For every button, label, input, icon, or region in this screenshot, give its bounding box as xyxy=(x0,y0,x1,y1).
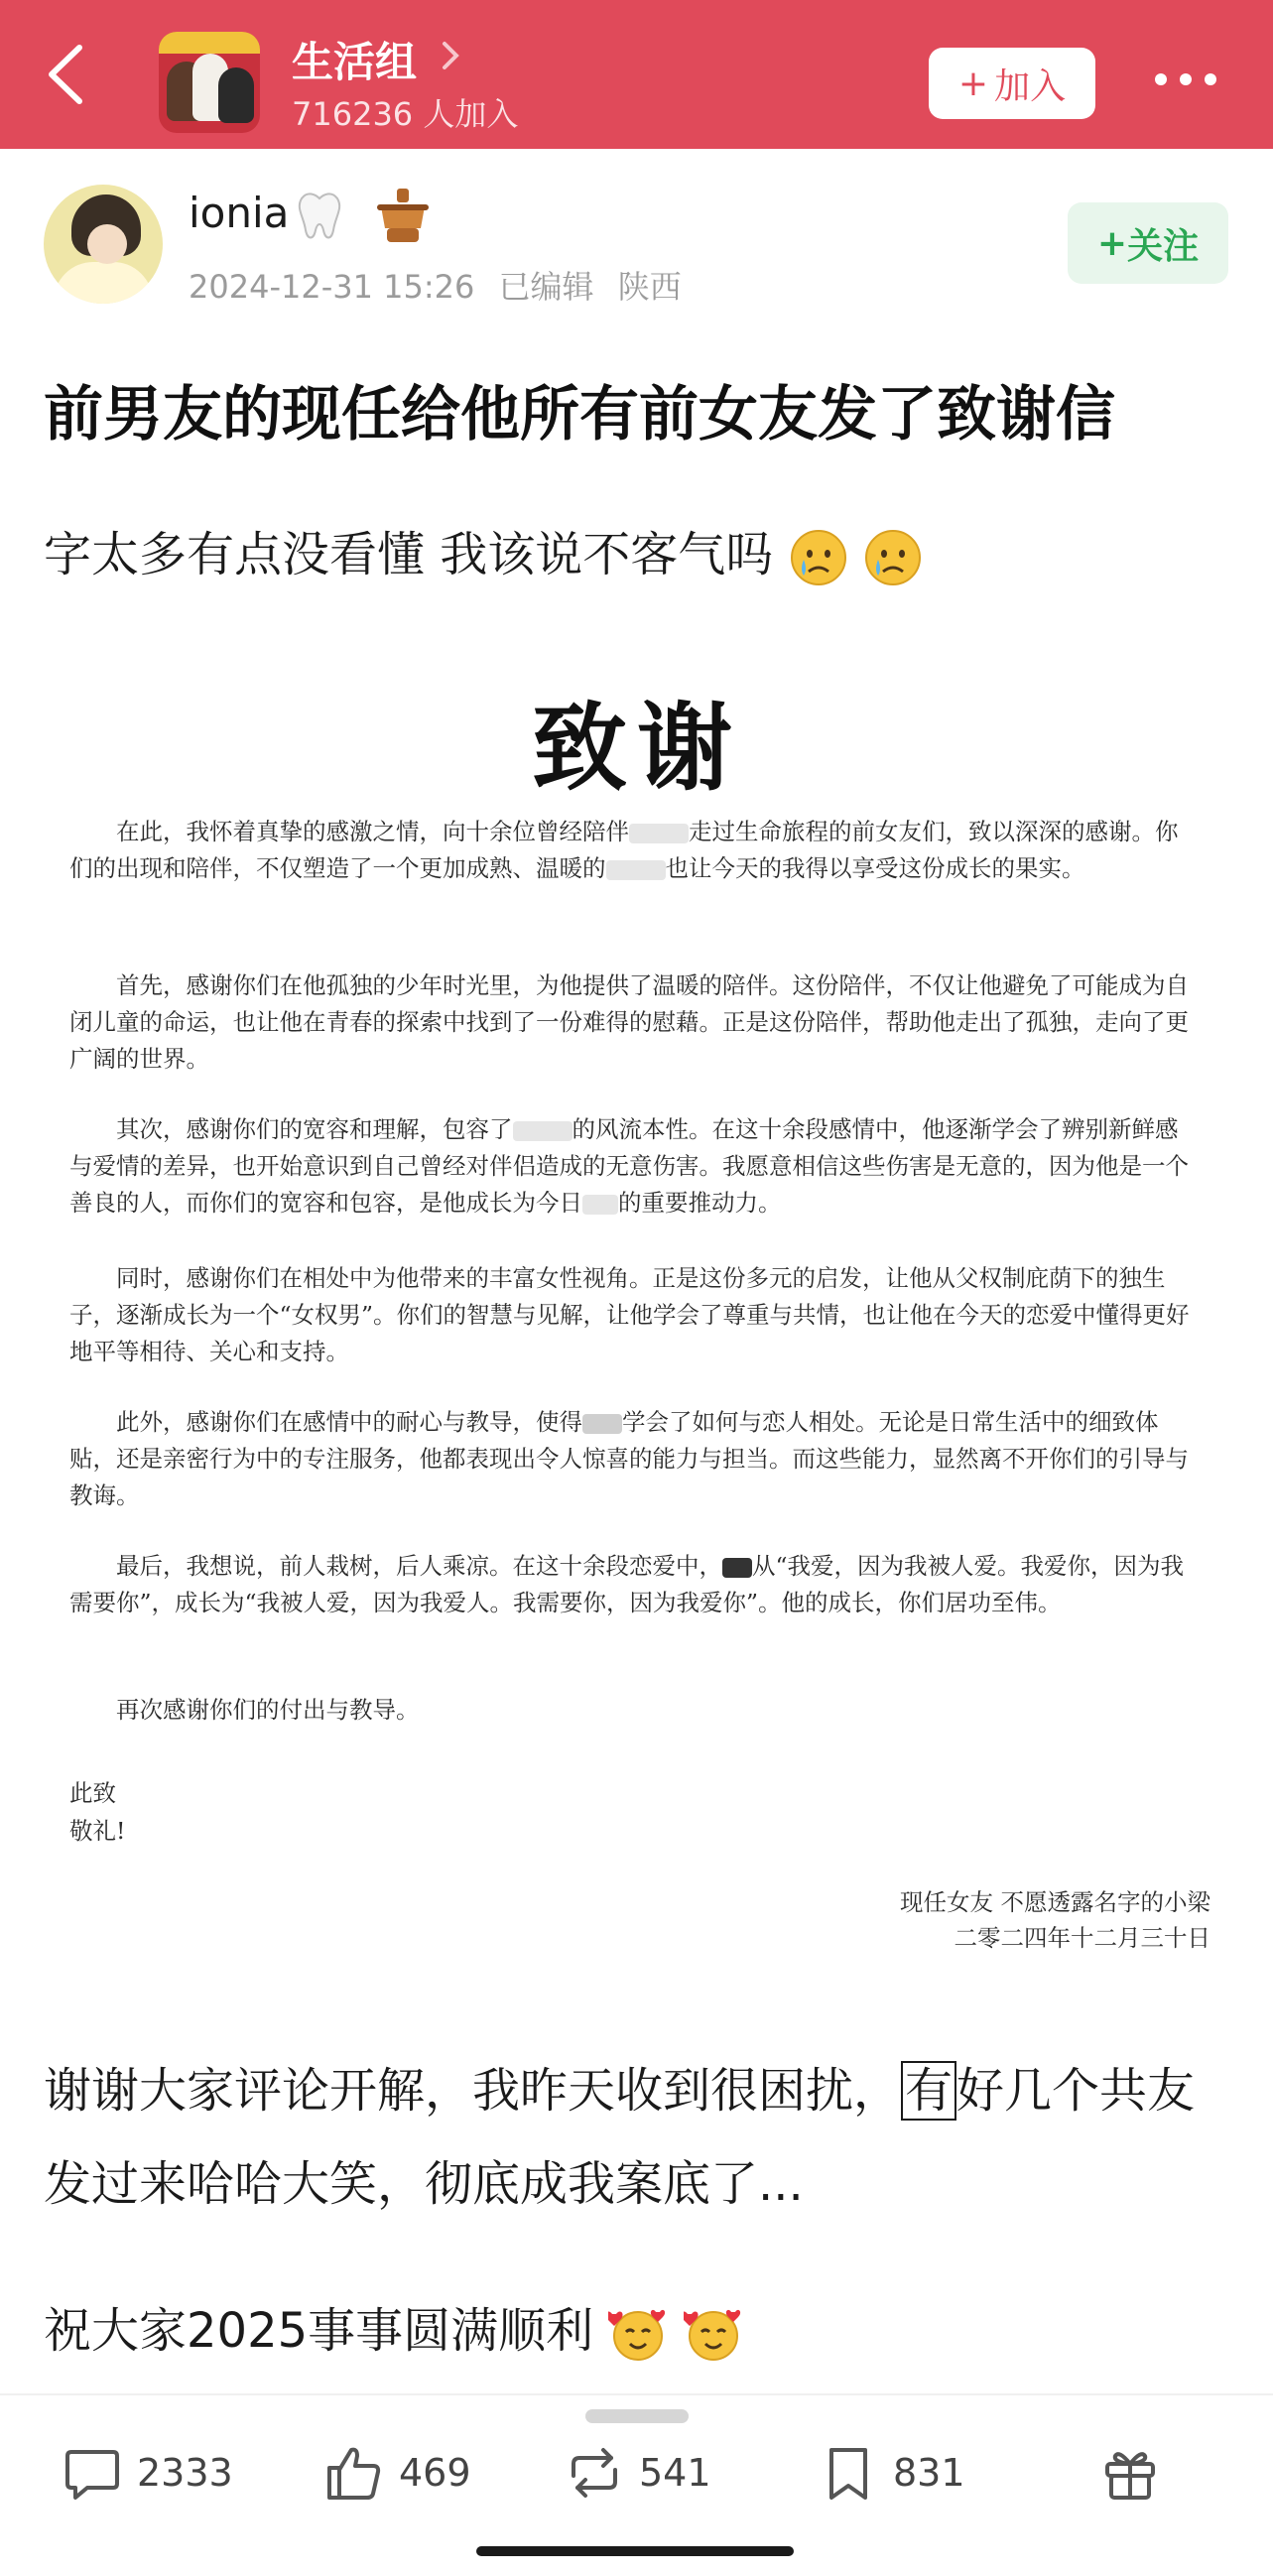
chevron-right-icon xyxy=(439,40,462,71)
author-name[interactable]: ionia xyxy=(189,189,290,237)
like-count: 469 xyxy=(399,2451,471,2495)
comment-icon xyxy=(62,2442,123,2504)
like-button[interactable] xyxy=(323,2433,471,2512)
comment-button[interactable] xyxy=(62,2433,233,2512)
comment-count: 2333 xyxy=(137,2451,233,2495)
favorite-count: 831 xyxy=(893,2451,965,2495)
letter-paragraph: 在此，我怀着真挚的感激之情，向十余位曾经陪伴 走过生命旅程的前女友们，致以深深的感谢。你们的出现和陪伴，不仅塑造了一个更加成熟、温暖的 也让今天的我得以享受这份成长的果实。 xyxy=(69,818,1179,882)
post-timestamp: 2024-12-31 15:26 xyxy=(189,268,475,306)
letter-paragraph: 首先，感谢你们在他孤独的少年时光里，为他提供了温暖的陪伴。这份陪伴，不仅让他避免了可能成为自闭儿童的命运，也让他在青春的探索中找到了一份难得的慰藉。正是这份陪伴，帮助他走出了孤独，走向了更广阔的世界。 xyxy=(69,971,1189,1073)
letter-closing: 此致 xyxy=(69,1779,116,1807)
thumbs-up-icon xyxy=(323,2442,385,2504)
post-title: 前男友的现任给他所有前女友发了致谢信 xyxy=(44,380,1115,450)
more-dots-icon xyxy=(1151,65,1220,93)
back-arrow-icon xyxy=(40,40,99,109)
follow-button[interactable]: + 关注 xyxy=(1068,202,1228,284)
hotpot-icon xyxy=(371,185,435,248)
plus-icon: + xyxy=(1096,222,1128,264)
group-name[interactable]: 生活组 xyxy=(292,38,418,86)
gift-icon xyxy=(1099,2442,1161,2504)
post-subtitle: 字太多有点没看懂 我该说不客气吗 xyxy=(44,516,923,587)
letter-paragraph: 同时，感谢你们在相处中为他带来的丰富女性视角。正是这份多元的启发，让他从父权制庇荫下的独生子，逐渐成长为一个“女权男”。你们的智慧与见解，让他学会了尊重与共情，也让他在今天的恋爱中懂得更好地平等相待、关心和支持。 xyxy=(69,1264,1190,1365)
post-meta xyxy=(189,262,682,308)
letter-paragraph: 再次感谢你们的付出与教导。 xyxy=(116,1696,420,1724)
letter-image[interactable] xyxy=(44,615,1230,1952)
divider xyxy=(0,2393,1273,2395)
post-location: 陕西 xyxy=(617,268,682,306)
crying-face-icon xyxy=(863,528,923,587)
favorite-button[interactable] xyxy=(818,2433,965,2512)
smiling-hearts-icon xyxy=(684,2304,743,2364)
repost-icon xyxy=(564,2442,625,2504)
post-body-text: 谢谢大家评论开解，我昨天收到很困扰，有好几个共友发过来哈哈大笑，彻底成我案底了... xyxy=(44,2063,1196,2212)
drag-handle[interactable] xyxy=(585,2409,689,2423)
letter-paragraph: 最后，我想说，前人栽树，后人乘凉。在这十余段恋爱中， 从“我爱，因为我被人爱。我爱你，因为我需要你”，成长为“我被人爱，因为我爱人。我需要你，因为我爱你”。他的成长，你们居功至伟。 xyxy=(69,1552,1185,1616)
plus-icon: + xyxy=(957,63,989,104)
group-avatar[interactable] xyxy=(159,32,260,133)
post-wish-text: 祝大家2025事事圆满顺利 xyxy=(44,2292,743,2364)
letter-paragraph: 其次，感谢你们的宽容和理解，包容了 的风流本性。在这十余段感情中，他逐渐学会了辨别新鲜感与爱情的差异，也开始意识到自己曾经对伴侣造成的无意伤害。我愿意相信这些伤害是无意的，因为他是一个善良的人，而你们的宽容和包容，是他成长为今日 的重要推动力。 xyxy=(69,1115,1189,1217)
letter-title: 致谢 xyxy=(532,692,742,804)
more-options-button[interactable] xyxy=(1151,65,1220,93)
boxed-character: 有 xyxy=(901,2061,956,2121)
home-indicator[interactable] xyxy=(476,2546,794,2556)
tooth-icon xyxy=(290,187,349,246)
repost-button[interactable] xyxy=(564,2433,711,2512)
group-header xyxy=(0,0,1273,149)
letter-paragraph: 此外，感谢你们在感情中的耐心与教导，使得 学会了如何与恋人相处。无论是日常生活中的细致体贴，还是亲密行为中的专注服务，他都表现出令人惊喜的能力与担当。而这些能力，显然离不开你们的引导与教诲。 xyxy=(69,1408,1189,1509)
smiling-hearts-icon xyxy=(608,2304,668,2364)
crying-face-icon xyxy=(789,528,848,587)
repost-count: 541 xyxy=(639,2451,711,2495)
group-member-count: 716236 人加入 xyxy=(292,95,519,133)
letter-signature: 现任女友 不愿透露名字的小梁 xyxy=(900,1888,1210,1916)
gift-button[interactable] xyxy=(1099,2433,1161,2512)
join-group-button[interactable]: + 加入 xyxy=(929,48,1095,119)
author-avatar[interactable] xyxy=(44,185,163,304)
letter-date: 二零二四年十二月三十日 xyxy=(954,1924,1210,1952)
letter-closing: 敬礼! xyxy=(69,1817,126,1845)
back-button[interactable] xyxy=(40,40,99,109)
bookmark-icon xyxy=(818,2442,879,2504)
edited-label: 已编辑 xyxy=(498,268,594,306)
